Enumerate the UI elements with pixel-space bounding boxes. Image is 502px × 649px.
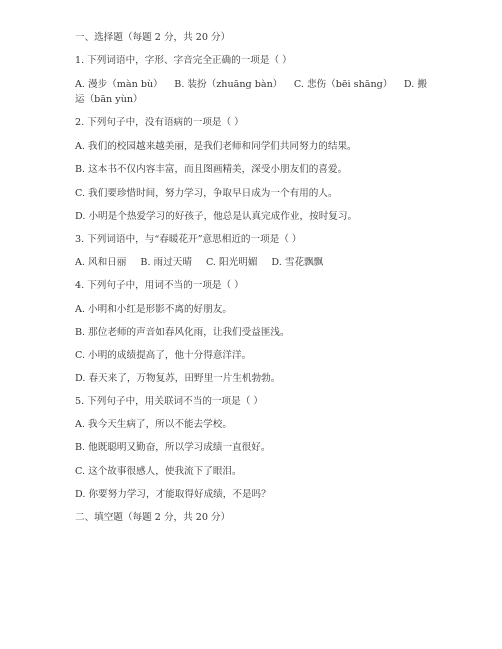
question-4-option-d: D. 春天来了，万物复苏，田野里一片生机勃勃。 [75,373,281,384]
question-1-option-b: B. 装扮（zhuāng bàn） [174,79,283,90]
question-4-option-b: B. 那位老师的声音如春风化雨，让我们受益匪浅。 [75,327,290,338]
question-3-option-d: D. 雪花飘飘 [271,257,324,268]
section-title-choice: 一、选择题（每题 2 分，共 20 分） [75,32,231,43]
question-2-stem: 2. 下列句子中，没有语病的一项是（ ） [75,117,244,128]
question-1-options [75,79,427,91]
question-1-option-c: C. 悲伤（bēi shāng） [293,79,393,90]
question-1-option-d-cont: 运（bān yùn） [75,94,143,105]
question-5-option-a: A. 我今天生病了，所以不能去学校。 [75,419,232,430]
question-1-option-a: A. 漫步（màn bù） [75,79,163,90]
question-3-stem: 3. 下列词语中，与“春暖花开”意思相近的一项是（ ） [75,234,302,245]
question-1-stem: 1. 下列词语中，字形、字音完全正确的一项是（ ） [75,55,292,66]
question-3-option-c: C. 阳光明媚 [205,257,258,268]
question-3-option-b: B. 雨过天晴 [140,257,192,268]
question-4-option-c: C. 小明的成绩提高了，他十分得意洋洋。 [75,350,252,361]
question-1-option-d: D. 搬 [403,79,427,90]
section-title-fill: 二、填空题（每题 2 分，共 20 分） [75,512,231,523]
question-4-stem: 4. 下列句子中，用词不当的一项是（ ） [75,280,244,291]
question-5-option-d: D. 你要努力学习，才能取得好成绩，不是吗？ [75,489,271,500]
question-2-option-c: C. 我们要珍惜时间，努力学习，争取早日成为一个有用的人。 [75,188,338,199]
question-3-option-a: A. 风和日丽 [75,257,127,268]
question-5-option-c: C. 这个故事很感人，使我流下了眼泪。 [75,466,242,477]
question-3-options [75,257,427,269]
question-4-option-a: A. 小明和小红是形影不离的好朋友。 [75,304,232,315]
question-2-option-a: A. 我们的校园越来越美丽，是我们老师和同学们共同努力的结果。 [75,141,357,152]
question-2-option-b: B. 这本书不仅内容丰富，而且图画精美，深受小朋友们的喜爱。 [75,164,348,175]
question-5-option-b: B. 他既聪明又勤奋，所以学习成绩一直很好。 [75,442,271,453]
question-2-option-d: D. 小明是个热爱学习的好孩子，他总是认真完成作业，按时复习。 [75,211,358,222]
question-5-stem: 5. 下列句子中，用关联词不当的一项是（ ） [75,396,263,407]
